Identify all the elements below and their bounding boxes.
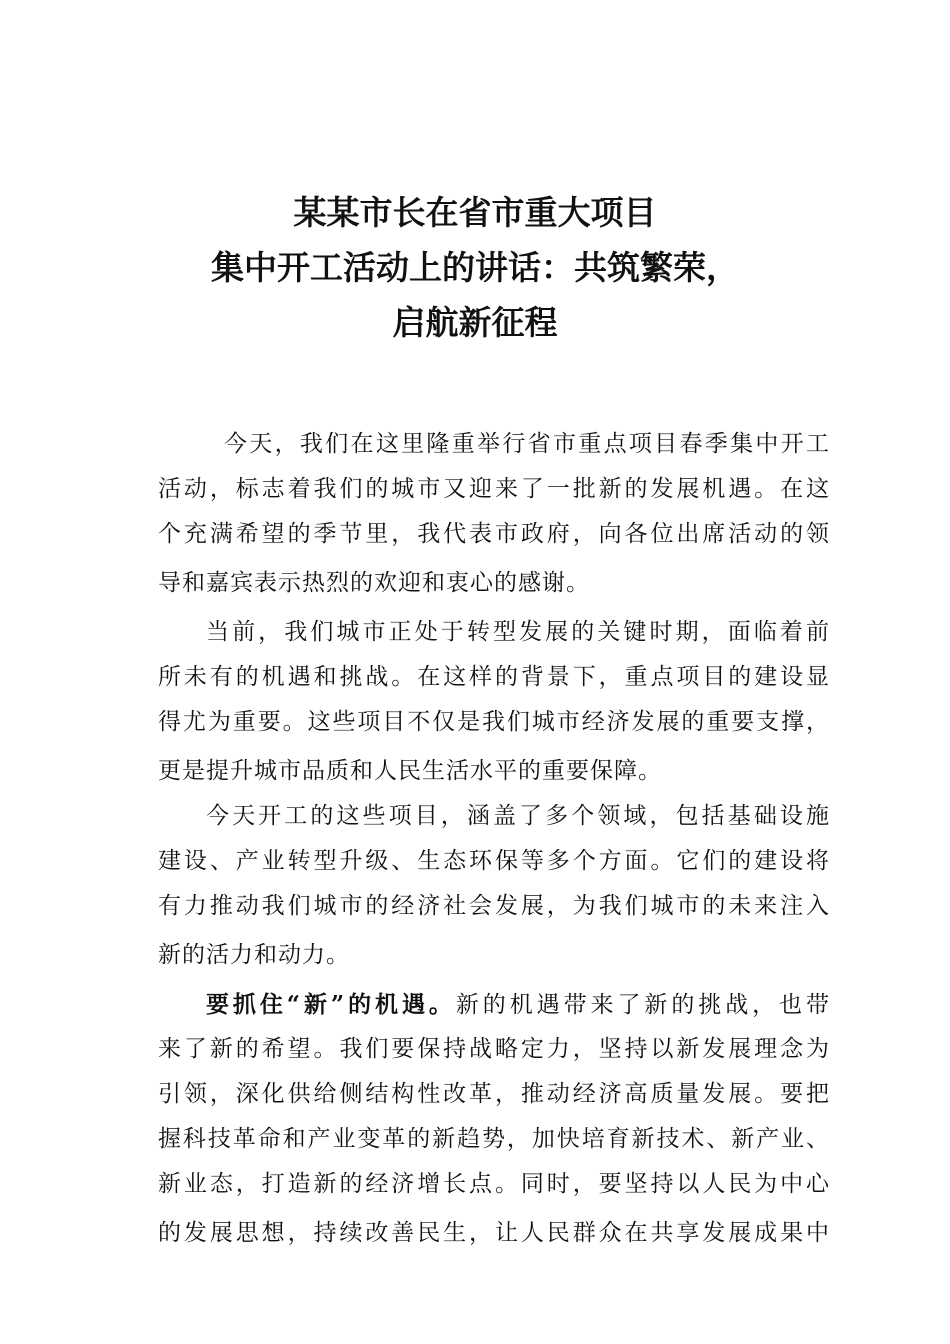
bold-heading: 要抓住“新”的机遇。 — [206, 991, 456, 1018]
text-line: 当前，我们城市正处于转型发展的关键时期，面临着前 — [206, 619, 830, 645]
document-body — [158, 422, 830, 1256]
text-line: 更是提升城市品质和人民生活水平的重要保障。 — [158, 758, 662, 784]
text-line: 新业态，打造新的经济增长点。同时，要坚持以人民为中心 — [158, 1171, 830, 1197]
text-line: 握科技革命和产业变革的新趋势，加快培育新技术、新产业、 — [158, 1126, 830, 1152]
text-line: 今天，我们在这里隆重举行省市重点项目春季集中开工 — [224, 431, 830, 457]
paragraph — [158, 422, 830, 606]
title-line: 启航新征程 — [392, 303, 558, 342]
text-line: 个充满希望的季节里，我代表市政府，向各位出席活动的领 — [158, 521, 830, 547]
text-line: 今天开工的这些项目，涵盖了多个领域，包括基础设施 — [206, 803, 830, 829]
text-line: 导和嘉宾表示热烈的欢迎和衷心的感谢。 — [158, 570, 590, 596]
text-line: 所未有的机遇和挑战。在这样的背景下，重点项目的建设显 — [158, 664, 830, 690]
paragraph — [158, 794, 830, 978]
paragraph — [158, 982, 830, 1256]
text-line: 引领，深化供给侧结构性改革，推动经济高质量发展。要把 — [158, 1081, 830, 1107]
text-line: 的发展思想，持续改善民生，让人民群众在共享发展成果中 — [158, 1220, 830, 1246]
text-run: 新的机遇带来了新的挑战，也带 — [455, 992, 830, 1018]
title-line: 集中开工活动上的讲话：共筑繁荣， — [211, 248, 739, 287]
paragraph — [158, 610, 830, 794]
text-line: 来了新的希望。我们要保持战略定力，坚持以新发展理念为 — [158, 1036, 830, 1062]
text-line: 建设、产业转型升级、生态环保等多个方面。它们的建设将 — [158, 848, 830, 874]
text-line: 得尤为重要。这些项目不仅是我们城市经济发展的重要支撑， — [158, 709, 830, 735]
text-line — [158, 982, 830, 1027]
document-title — [0, 185, 950, 350]
text-line: 新的活力和动力。 — [158, 942, 350, 968]
text-line: 活动，标志着我们的城市又迎来了一批新的发展机遇。在这 — [158, 476, 830, 502]
title-line: 某某市长在省市重大项目 — [293, 193, 657, 232]
text-line: 有力推动我们城市的经济社会发展，为我们城市的未来注入 — [158, 893, 830, 919]
